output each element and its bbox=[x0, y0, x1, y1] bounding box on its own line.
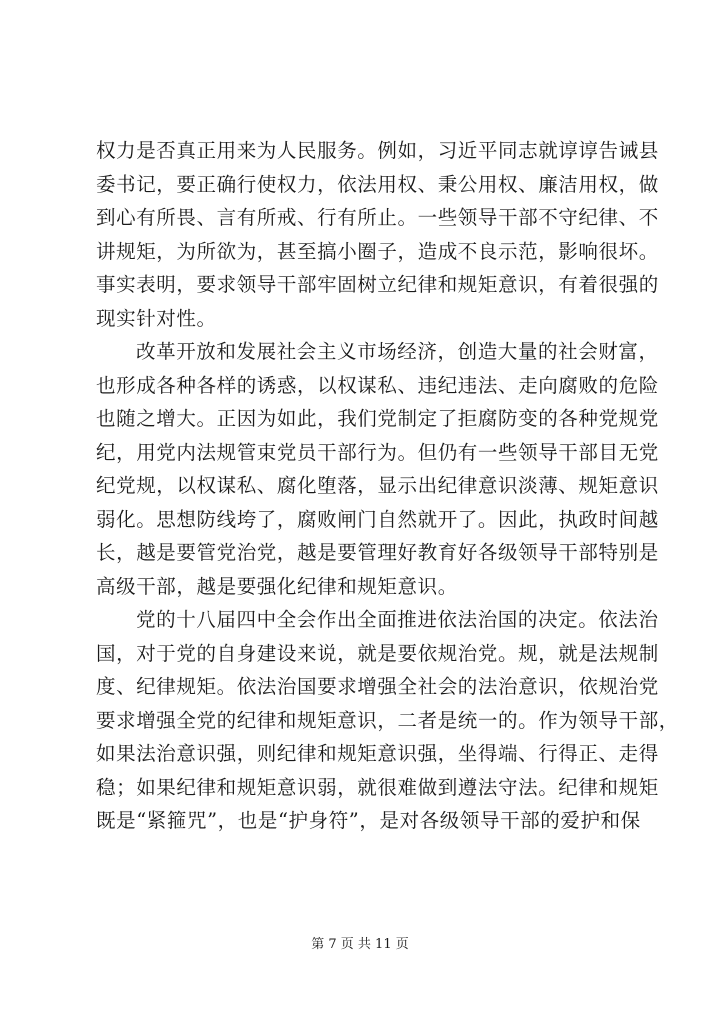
body-text bbox=[96, 134, 679, 838]
text-line: 稳；如果纪律和规矩意识弱，就很难做到遵法守法。纪律和规矩 bbox=[96, 775, 659, 799]
text-line: 高级干部，越是要强化纪律和规矩意识。 bbox=[96, 574, 458, 598]
text-line: 纪党规，以权谋私、腐化堕落，显示出纪律意识淡薄、规矩意识 bbox=[96, 474, 659, 497]
text-line: 事实表明，要求领导干部牢固树立纪律和规矩意识，有着很强的 bbox=[96, 273, 659, 296]
text-line: 如果法治意识强，则纪律和规矩意识强，坐得端、行得正、走得 bbox=[96, 742, 659, 765]
text-line: 要求增强全党的纪律和规矩意识，二者是统一的。作为领导干部， bbox=[96, 708, 679, 732]
text-line: 也随之增大。正因为如此，我们党制定了拒腐防变的各种党规党 bbox=[96, 407, 659, 430]
text-line: 既是“紧箍咒”，也是“护身符”，是对各级领导干部的爱护和保 bbox=[96, 809, 641, 832]
text-line: 国，对于党的自身建设来说，就是要依规治党。规，就是法规制 bbox=[96, 641, 659, 665]
text-line: 弱化。思想防线垮了，腐败闸门自然就开了。因此，执政时间越 bbox=[96, 507, 659, 531]
text-line: 也形成各种各样的诱惑，以权谋私、违纪违法、走向腐败的危险 bbox=[96, 373, 659, 397]
text-line: 纪，用党内法规管束党员干部行为。但仍有一些领导干部目无党 bbox=[96, 440, 659, 464]
text-line: 长，越是要管党治党，越是要管理好教育好各级领导干部特别是 bbox=[96, 541, 659, 564]
text-line: 委书记，要正确行使权力，依法用权、秉公用权、廉洁用权，做 bbox=[96, 172, 659, 196]
text-line: 改革开放和发展社会主义市场经济，创造大量的社会财富， bbox=[136, 340, 659, 363]
text-line: 现实针对性。 bbox=[96, 306, 217, 330]
text-line: 党的十八届四中全会作出全面推进依法治国的决定。依法治 bbox=[136, 608, 659, 631]
text-line: 权力是否真正用来为人民服务。例如，习近平同志就谆谆告诫县 bbox=[96, 139, 659, 162]
text-line: 度、纪律规矩。依法治国要求增强全社会的法治意识，依规治党 bbox=[96, 675, 659, 698]
page-footer: 第 7 页 共 11 页 bbox=[311, 937, 409, 952]
text-line: 讲规矩，为所欲为，甚至搞小圈子，造成不良示范，影响很坏。 bbox=[96, 239, 659, 263]
text-line: 到心有所畏、言有所戒、行有所止。一些领导干部不守纪律、不 bbox=[96, 206, 659, 229]
